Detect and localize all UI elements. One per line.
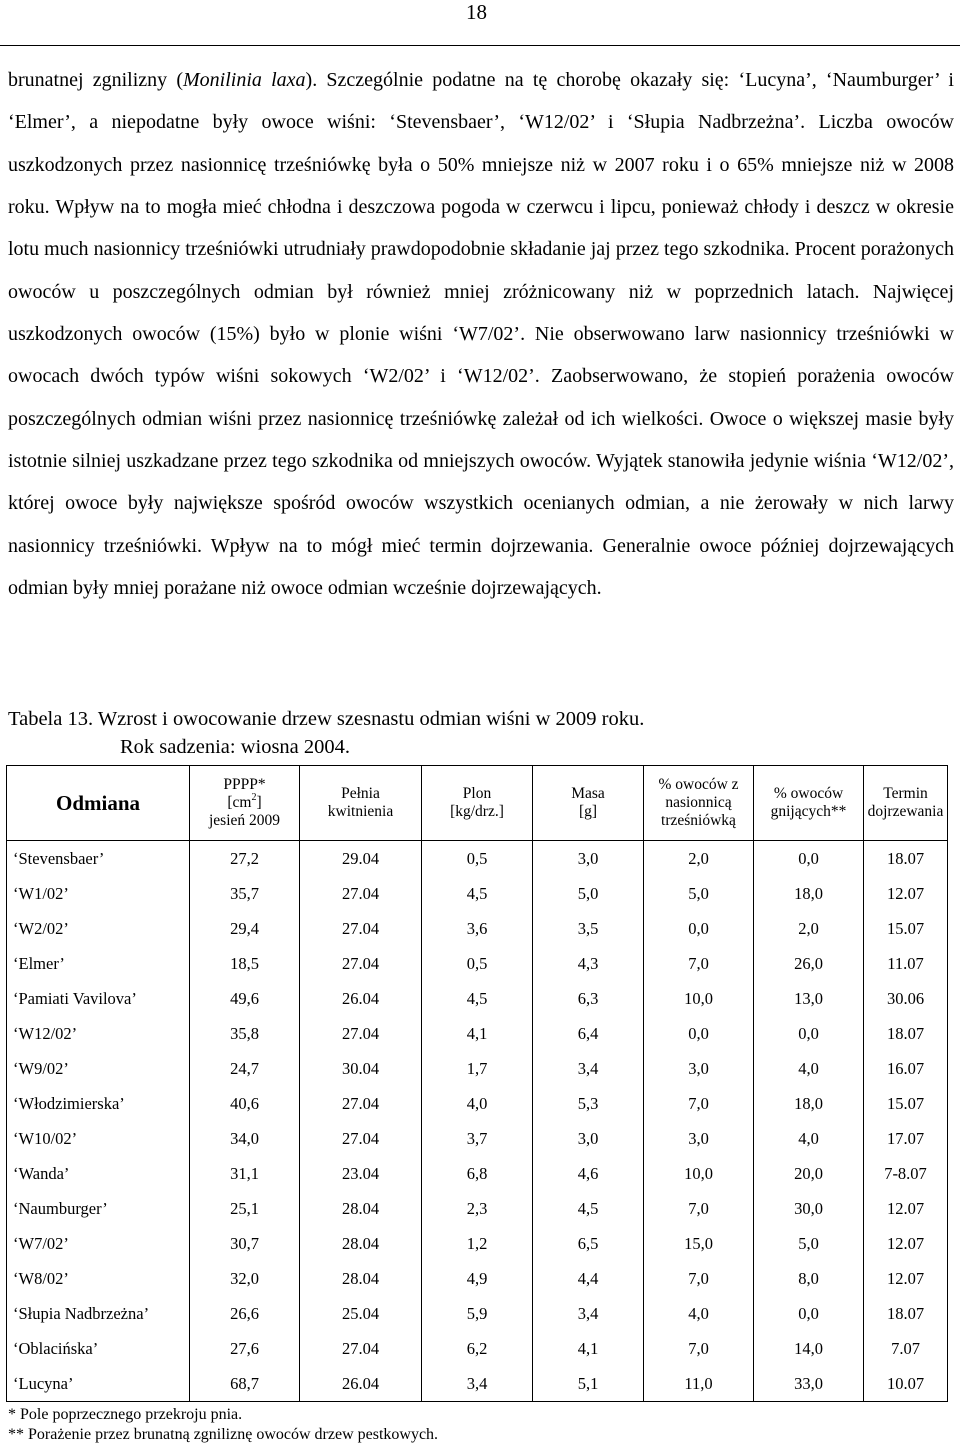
- yield-cell: 6,8: [422, 1156, 533, 1191]
- pest-damage-cell: 0,0: [644, 911, 754, 946]
- header-rule: [0, 45, 960, 46]
- table-row: [7, 946, 948, 981]
- header-pppp: PPPP* $[cm^2]$ jesień 2009: [190, 766, 300, 841]
- pest-damage-cell: 5,0: [644, 876, 754, 911]
- paragraph-text-start: brunatnej zgnilizny (: [8, 69, 184, 91]
- rot-cell: 13,0: [754, 981, 864, 1016]
- fruit-mass-cell: 4,4: [533, 1261, 644, 1296]
- full-bloom-cell: 27.04: [300, 1331, 422, 1366]
- rot-cell: 20,0: [754, 1156, 864, 1191]
- table-row: [7, 1331, 948, 1366]
- trunk-area-cell: 31,1: [190, 1156, 300, 1191]
- yield-cell: 6,2: [422, 1331, 533, 1366]
- ripening-date-cell: 15.07: [864, 911, 948, 946]
- rot-cell: 18,0: [754, 1086, 864, 1121]
- table-row: [7, 1366, 948, 1402]
- fruit-mass-cell: 5,1: [533, 1366, 644, 1402]
- table-row: [7, 841, 948, 877]
- table-row: [7, 1156, 948, 1191]
- rot-cell: 4,0: [754, 1051, 864, 1086]
- pest-damage-cell: 7,0: [644, 1261, 754, 1296]
- ripening-date-cell: 12.07: [864, 1261, 948, 1296]
- yield-cell: 4,9: [422, 1261, 533, 1296]
- ripening-date-cell: 12.07: [864, 1191, 948, 1226]
- ripening-date-cell: 12.07: [864, 876, 948, 911]
- fruit-mass-cell: 3,4: [533, 1296, 644, 1331]
- fruit-mass-cell: 4,3: [533, 946, 644, 981]
- rot-cell: 30,0: [754, 1191, 864, 1226]
- yield-cell: 4,1: [422, 1016, 533, 1051]
- full-bloom-cell: 28.04: [300, 1191, 422, 1226]
- trunk-area-cell: 27,2: [190, 841, 300, 877]
- trunk-area-cell: 24,7: [190, 1051, 300, 1086]
- fruit-mass-cell: 5,0: [533, 876, 644, 911]
- body-paragraph: [8, 59, 954, 609]
- ripening-date-cell: 16.07: [864, 1051, 948, 1086]
- page-number: 18: [466, 0, 487, 24]
- footnote-zgnilizna: ** Porażenie przez brunatną zgniliznę owoców drzew pestkowych.: [8, 1426, 439, 1443]
- rot-cell: 18,0: [754, 876, 864, 911]
- fruit-mass-cell: 4,1: [533, 1331, 644, 1366]
- table-row: [7, 876, 948, 911]
- trunk-area-cell: 27,6: [190, 1331, 300, 1366]
- footnotes: [8, 1405, 438, 1445]
- yield-cell: 1,7: [422, 1051, 533, 1086]
- pest-damage-cell: 2,0: [644, 841, 754, 877]
- rot-cell: 0,0: [754, 841, 864, 877]
- ripening-date-cell: 30.06: [864, 981, 948, 1016]
- variety-name-cell: ‘W12/02’: [7, 1016, 190, 1051]
- full-bloom-cell: 27.04: [300, 911, 422, 946]
- rot-cell: 4,0: [754, 1121, 864, 1156]
- yield-cell: 4,5: [422, 876, 533, 911]
- full-bloom-cell: 23.04: [300, 1156, 422, 1191]
- rot-cell: 2,0: [754, 911, 864, 946]
- pest-damage-cell: 7,0: [644, 1086, 754, 1121]
- variety-name-cell: ‘W1/02’: [7, 876, 190, 911]
- table-row: [7, 1191, 948, 1226]
- header-masa: Masa [g]: [533, 766, 644, 841]
- ripening-date-cell: 7.07: [864, 1331, 948, 1366]
- variety-name-cell: ‘W9/02’: [7, 1051, 190, 1086]
- full-bloom-cell: 27.04: [300, 946, 422, 981]
- trunk-area-cell: 40,6: [190, 1086, 300, 1121]
- yield-cell: 0,5: [422, 946, 533, 981]
- header-plon: Plon [kg/drz.]: [422, 766, 533, 841]
- trunk-area-cell: 26,6: [190, 1296, 300, 1331]
- footnote-pppp: * Pole poprzecznego przekroju pnia.: [8, 1406, 243, 1423]
- ripening-date-cell: 15.07: [864, 1086, 948, 1121]
- table-row: [7, 1226, 948, 1261]
- full-bloom-cell: 27.04: [300, 876, 422, 911]
- pest-damage-cell: 3,0: [644, 1121, 754, 1156]
- fruit-mass-cell: 3,4: [533, 1051, 644, 1086]
- fruit-mass-cell: 6,5: [533, 1226, 644, 1261]
- trunk-area-cell: 49,6: [190, 981, 300, 1016]
- paragraph-text-rest: ). Szczególnie podatne na tę chorobę okazały się: ‘Lucyna’, ‘Naumburger’ i ‘Elmer’, a niepodatne były owoce wiśni: ‘Stevensbaer’, ‘W12/02’ i ‘Słupia Nadbrzeżna’. Liczba owoców uszkodzonych przez nasionnicę trześniówkę była o 50% mniejsze niż w 2007 roku i o 65% mniejsze niż w 2008 roku. Wpływ na to mogła mieć chłodna i deszczowa pogoda w czerwcu i lipcu, ponieważ chłody i deszcz w okresie lotu much nasionnicy trześniówki utrudniały prawdopodobnie składanie jaj przez tego szkodnika. Procent porażonych owoców u poszczególnych odmian był również mniej zróżnicowany niż w poprzednich latach. Najwięcej uszkodzonych owoców (15%) było w plonie wiśni ‘W7/02’. Nie obserwowano larw nasionnicy trześniówki w owocach dwóch typów wiśni sokowych ‘W2/02’ i ‘W12/02’. Zaobserwowano, że stopień porażenia owoców poszczególnych odmian wiśni przez nasionnicę trześniówkę zależał od ich wielkości. Owoce o większej masie były istotnie silniej uszkadzane przez tego szkodnika od mniejszych owoców. Wyjątek stanowiła jedynie wiśnia ‘W12/02’, której owoce były największe spośród owoców wszystkich ocenianych odmian, a nie żerowały w nich larwy nasionnicy trześniówki. Wpływ na to mógł mieć termin dojrzewania. Generalnie owoce później dojrzewających odmian były mniej porażane niż owoce odmian wcześnie dojrzewających.: [8, 69, 954, 600]
- ripening-date-cell: 18.07: [864, 1296, 948, 1331]
- rot-cell: 14,0: [754, 1331, 864, 1366]
- rot-cell: 0,0: [754, 1296, 864, 1331]
- trunk-area-cell: 35,8: [190, 1016, 300, 1051]
- variety-name-cell: ‘Słupia Nadbrzeżna’: [7, 1296, 190, 1331]
- full-bloom-cell: 26.04: [300, 1366, 422, 1402]
- latin-name: Monilinia laxa: [183, 69, 306, 91]
- trunk-area-cell: 30,7: [190, 1226, 300, 1261]
- variety-name-cell: ‘Wanda’: [7, 1156, 190, 1191]
- variety-name-cell: ‘W8/02’: [7, 1261, 190, 1296]
- varieties-table: [6, 765, 948, 1402]
- variety-name-cell: ‘Elmer’: [7, 946, 190, 981]
- pest-damage-cell: 11,0: [644, 1366, 754, 1402]
- pest-damage-cell: 7,0: [644, 946, 754, 981]
- variety-name-cell: ‘Lucyna’: [7, 1366, 190, 1402]
- header-termin-dojrzewania: Termin dojrzewania: [864, 766, 948, 841]
- header-gnijace: % owoców gnijących**: [754, 766, 864, 841]
- full-bloom-cell: 29.04: [300, 841, 422, 877]
- yield-cell: 0,5: [422, 841, 533, 877]
- table-title: Tabela 13. Wzrost i owocowanie drzew szesnastu odmian wiśni w 2009 roku.: [8, 708, 645, 730]
- table-row: [7, 1086, 948, 1121]
- rot-cell: 26,0: [754, 946, 864, 981]
- table-row: [7, 1261, 948, 1296]
- rot-cell: 8,0: [754, 1261, 864, 1296]
- variety-name-cell: ‘W10/02’: [7, 1121, 190, 1156]
- table-header-row: [7, 766, 948, 841]
- full-bloom-cell: 30.04: [300, 1051, 422, 1086]
- full-bloom-cell: 26.04: [300, 981, 422, 1016]
- table-row: [7, 911, 948, 946]
- rot-cell: 0,0: [754, 1016, 864, 1051]
- variety-name-cell: ‘Pamiati Vavilova’: [7, 981, 190, 1016]
- yield-cell: 3,7: [422, 1121, 533, 1156]
- pest-damage-cell: 7,0: [644, 1191, 754, 1226]
- pest-damage-cell: 7,0: [644, 1331, 754, 1366]
- variety-name-cell: ‘Oblacińska’: [7, 1331, 190, 1366]
- ripening-date-cell: 18.07: [864, 841, 948, 877]
- trunk-area-cell: 29,4: [190, 911, 300, 946]
- table-subtitle: Rok sadzenia: wiosna 2004.: [120, 736, 351, 758]
- ripening-date-cell: 18.07: [864, 1016, 948, 1051]
- pest-damage-cell: 0,0: [644, 1016, 754, 1051]
- trunk-area-cell: 35,7: [190, 876, 300, 911]
- fruit-mass-cell: 5,3: [533, 1086, 644, 1121]
- pest-damage-cell: 10,0: [644, 981, 754, 1016]
- pest-damage-cell: 15,0: [644, 1226, 754, 1261]
- header-pelnia-kwitnienia: Pełnia kwitnienia: [300, 766, 422, 841]
- ripening-date-cell: 11.07: [864, 946, 948, 981]
- full-bloom-cell: 28.04: [300, 1226, 422, 1261]
- fruit-mass-cell: 6,3: [533, 981, 644, 1016]
- table-caption: [8, 705, 644, 761]
- trunk-area-cell: 25,1: [190, 1191, 300, 1226]
- table-row: [7, 981, 948, 1016]
- trunk-area-cell: 34,0: [190, 1121, 300, 1156]
- yield-cell: 3,6: [422, 911, 533, 946]
- trunk-area-cell: 32,0: [190, 1261, 300, 1296]
- ripening-date-cell: 10.07: [864, 1366, 948, 1402]
- fruit-mass-cell: 3,0: [533, 841, 644, 877]
- table-row: [7, 1051, 948, 1086]
- table-row: [7, 1296, 948, 1331]
- yield-cell: 4,5: [422, 981, 533, 1016]
- rot-cell: 5,0: [754, 1226, 864, 1261]
- trunk-area-cell: 68,7: [190, 1366, 300, 1402]
- header-odmiana: Odmiana: [7, 766, 190, 841]
- yield-cell: 4,0: [422, 1086, 533, 1121]
- yield-cell: 3,4: [422, 1366, 533, 1402]
- table-row: [7, 1016, 948, 1051]
- pest-damage-cell: 3,0: [644, 1051, 754, 1086]
- full-bloom-cell: 27.04: [300, 1121, 422, 1156]
- yield-cell: 5,9: [422, 1296, 533, 1331]
- fruit-mass-cell: 3,5: [533, 911, 644, 946]
- yield-cell: 2,3: [422, 1191, 533, 1226]
- header-nasionnica: % owoców z nasionnicą trześniówką: [644, 766, 754, 841]
- ripening-date-cell: 7-8.07: [864, 1156, 948, 1191]
- yield-cell: 1,2: [422, 1226, 533, 1261]
- table-body: [7, 841, 948, 1402]
- fruit-mass-cell: 4,6: [533, 1156, 644, 1191]
- fruit-mass-cell: 3,0: [533, 1121, 644, 1156]
- variety-name-cell: ‘W2/02’: [7, 911, 190, 946]
- variety-name-cell: ‘W7/02’: [7, 1226, 190, 1261]
- full-bloom-cell: 27.04: [300, 1086, 422, 1121]
- body-text: [8, 59, 954, 609]
- ripening-date-cell: 12.07: [864, 1226, 948, 1261]
- full-bloom-cell: 28.04: [300, 1261, 422, 1296]
- pest-damage-cell: 10,0: [644, 1156, 754, 1191]
- full-bloom-cell: 27.04: [300, 1016, 422, 1051]
- variety-name-cell: ‘Stevensbaer’: [7, 841, 190, 877]
- fruit-mass-cell: 4,5: [533, 1191, 644, 1226]
- ripening-date-cell: 17.07: [864, 1121, 948, 1156]
- rot-cell: 33,0: [754, 1366, 864, 1402]
- trunk-area-cell: 18,5: [190, 946, 300, 981]
- variety-name-cell: ‘Naumburger’: [7, 1191, 190, 1226]
- variety-name-cell: ‘Włodzimierska’: [7, 1086, 190, 1121]
- fruit-mass-cell: 6,4: [533, 1016, 644, 1051]
- table-row: [7, 1121, 948, 1156]
- pest-damage-cell: 4,0: [644, 1296, 754, 1331]
- full-bloom-cell: 25.04: [300, 1296, 422, 1331]
